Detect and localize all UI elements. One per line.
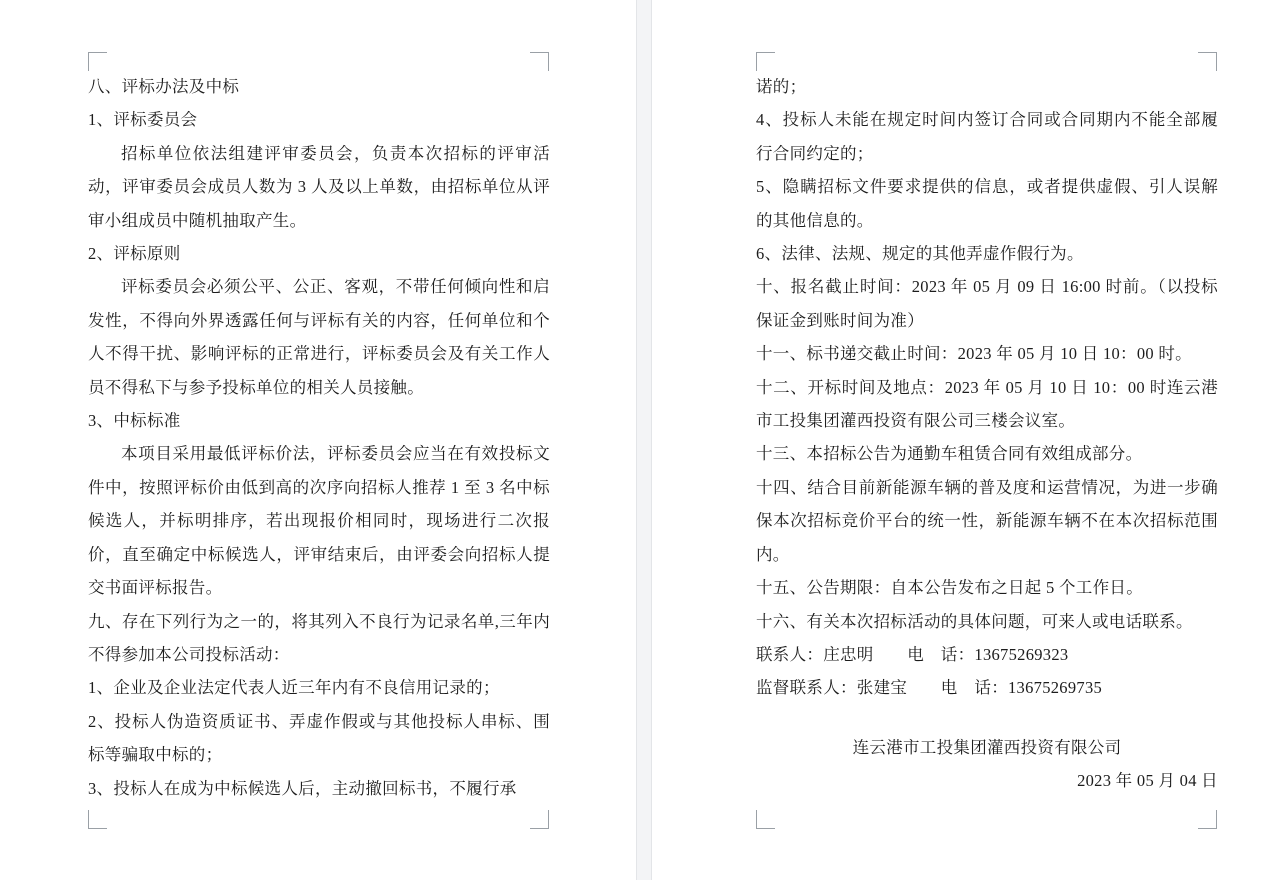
paragraph: 十五、公告期限：自本公告发布之日起 5 个工作日。 xyxy=(756,578,1143,598)
page-gutter xyxy=(636,0,652,880)
signature-date: 2023 年 05 月 04 日 xyxy=(1077,771,1218,791)
paragraph: 八、评标办法及中标 xyxy=(88,77,240,96)
paragraph: 2、评标原则 xyxy=(88,244,181,264)
paragraph: 1、企业及企业法定代表人近三年内有不良信用记录的； xyxy=(88,678,500,698)
paragraph: 十一、标书递交截止时间：2023 年 05 月 10 日 10：00 时。 xyxy=(756,344,1192,364)
contact-line: 联系人：庄忠明 电 话：13675269323 xyxy=(756,644,1069,664)
crop-mark-bottom-right xyxy=(1198,810,1217,829)
supervisor-contact-line: 监督联系人：张建宝 电 话：13675269735 xyxy=(756,678,1103,698)
paragraph: 十、报名截止时间：2023 年 05 月 09 日 16:00 时前。（以投标保证金到账时间为准） xyxy=(756,277,1218,330)
paragraph: 6、法律、法规、规定的其他弄虚作假行为。 xyxy=(756,244,1084,264)
paragraph: 4、投标人未能在规定时间内签订合同或合同期内不能全部履行合同约定的； xyxy=(756,110,1218,163)
paragraph: 本项目采用最低评标价法，评标委员会应当在有效投标文件中，按照评标价由低到高的次序向招标人推荐 1 至 3 名中标候选人，并标明排序，若出现报价相同时，现场进行二次报价，直至确定中标候选人，评审结束后，由评委会向招标人提交书面评标报告。 xyxy=(88,444,550,598)
crop-mark-bottom-right xyxy=(530,810,549,829)
paragraph: 3、中标标准 xyxy=(88,411,181,431)
paragraph: 诺的； xyxy=(756,77,807,96)
paragraph: 1、评标委员会 xyxy=(88,110,198,130)
paragraph: 十四、结合目前新能源车辆的普及度和运营情况，为进一步确保本次招标竞价平台的统一性，新能源车辆不在本次招标范围内。 xyxy=(756,477,1218,564)
paragraph: 评标委员会必须公平、公正、客观，不带任何倾向性和启发性，不得向外界透露任何与评标有关的内容，任何单位和个人不得干扰、影响评标的正常进行，评标委员会及有关工作人员不得私下与参予投标单位的相关人员接触。 xyxy=(88,277,550,397)
paragraph: 十六、有关本次招标活动的具体问题，可来人或电话联系。 xyxy=(756,611,1193,631)
paragraph: 十三、本招标公告为通勤车租赁合同有效组成部分。 xyxy=(756,444,1143,464)
crop-mark-bottom-left xyxy=(756,810,775,829)
page-left-text-body[interactable] xyxy=(88,70,550,805)
crop-mark-top-left xyxy=(756,52,775,71)
signature-company: 连云港市工投集团灌西投资有限公司 xyxy=(852,737,1122,757)
paragraph: 2、投标人伪造资质证书、弄虚作假或与其他投标人串标、围标等骗取中标的； xyxy=(88,711,550,765)
document-page-right xyxy=(652,0,1286,880)
document-page-left xyxy=(0,0,636,880)
crop-mark-top-right xyxy=(530,52,549,71)
crop-mark-bottom-left xyxy=(88,810,107,829)
paragraph: 5、隐瞒招标文件要求提供的信息，或者提供虚假、引人误解的其他信息的。 xyxy=(756,177,1218,230)
paragraph: 十二、开标时间及地点：2023 年 05 月 10 日 10：00 时连云港市工投集团灌西投资有限公司三楼会议室。 xyxy=(756,377,1218,431)
page-right-text-body[interactable] xyxy=(756,70,1218,798)
paragraph: 九、存在下列行为之一的，将其列入不良行为记录名单,三年内不得参加本公司投标活动： xyxy=(88,611,550,664)
paragraph: 招标单位依法组建评审委员会，负责本次招标的评审活动，评审委员会成员人数为 3 人及以上单数，由招标单位从评审小组成员中随机抽取产生。 xyxy=(88,143,550,230)
paragraph: 3、投标人在成为中标候选人后，主动撤回标书，不履行承 xyxy=(88,778,517,798)
crop-mark-top-left xyxy=(88,52,107,71)
crop-mark-top-right xyxy=(1198,52,1217,71)
